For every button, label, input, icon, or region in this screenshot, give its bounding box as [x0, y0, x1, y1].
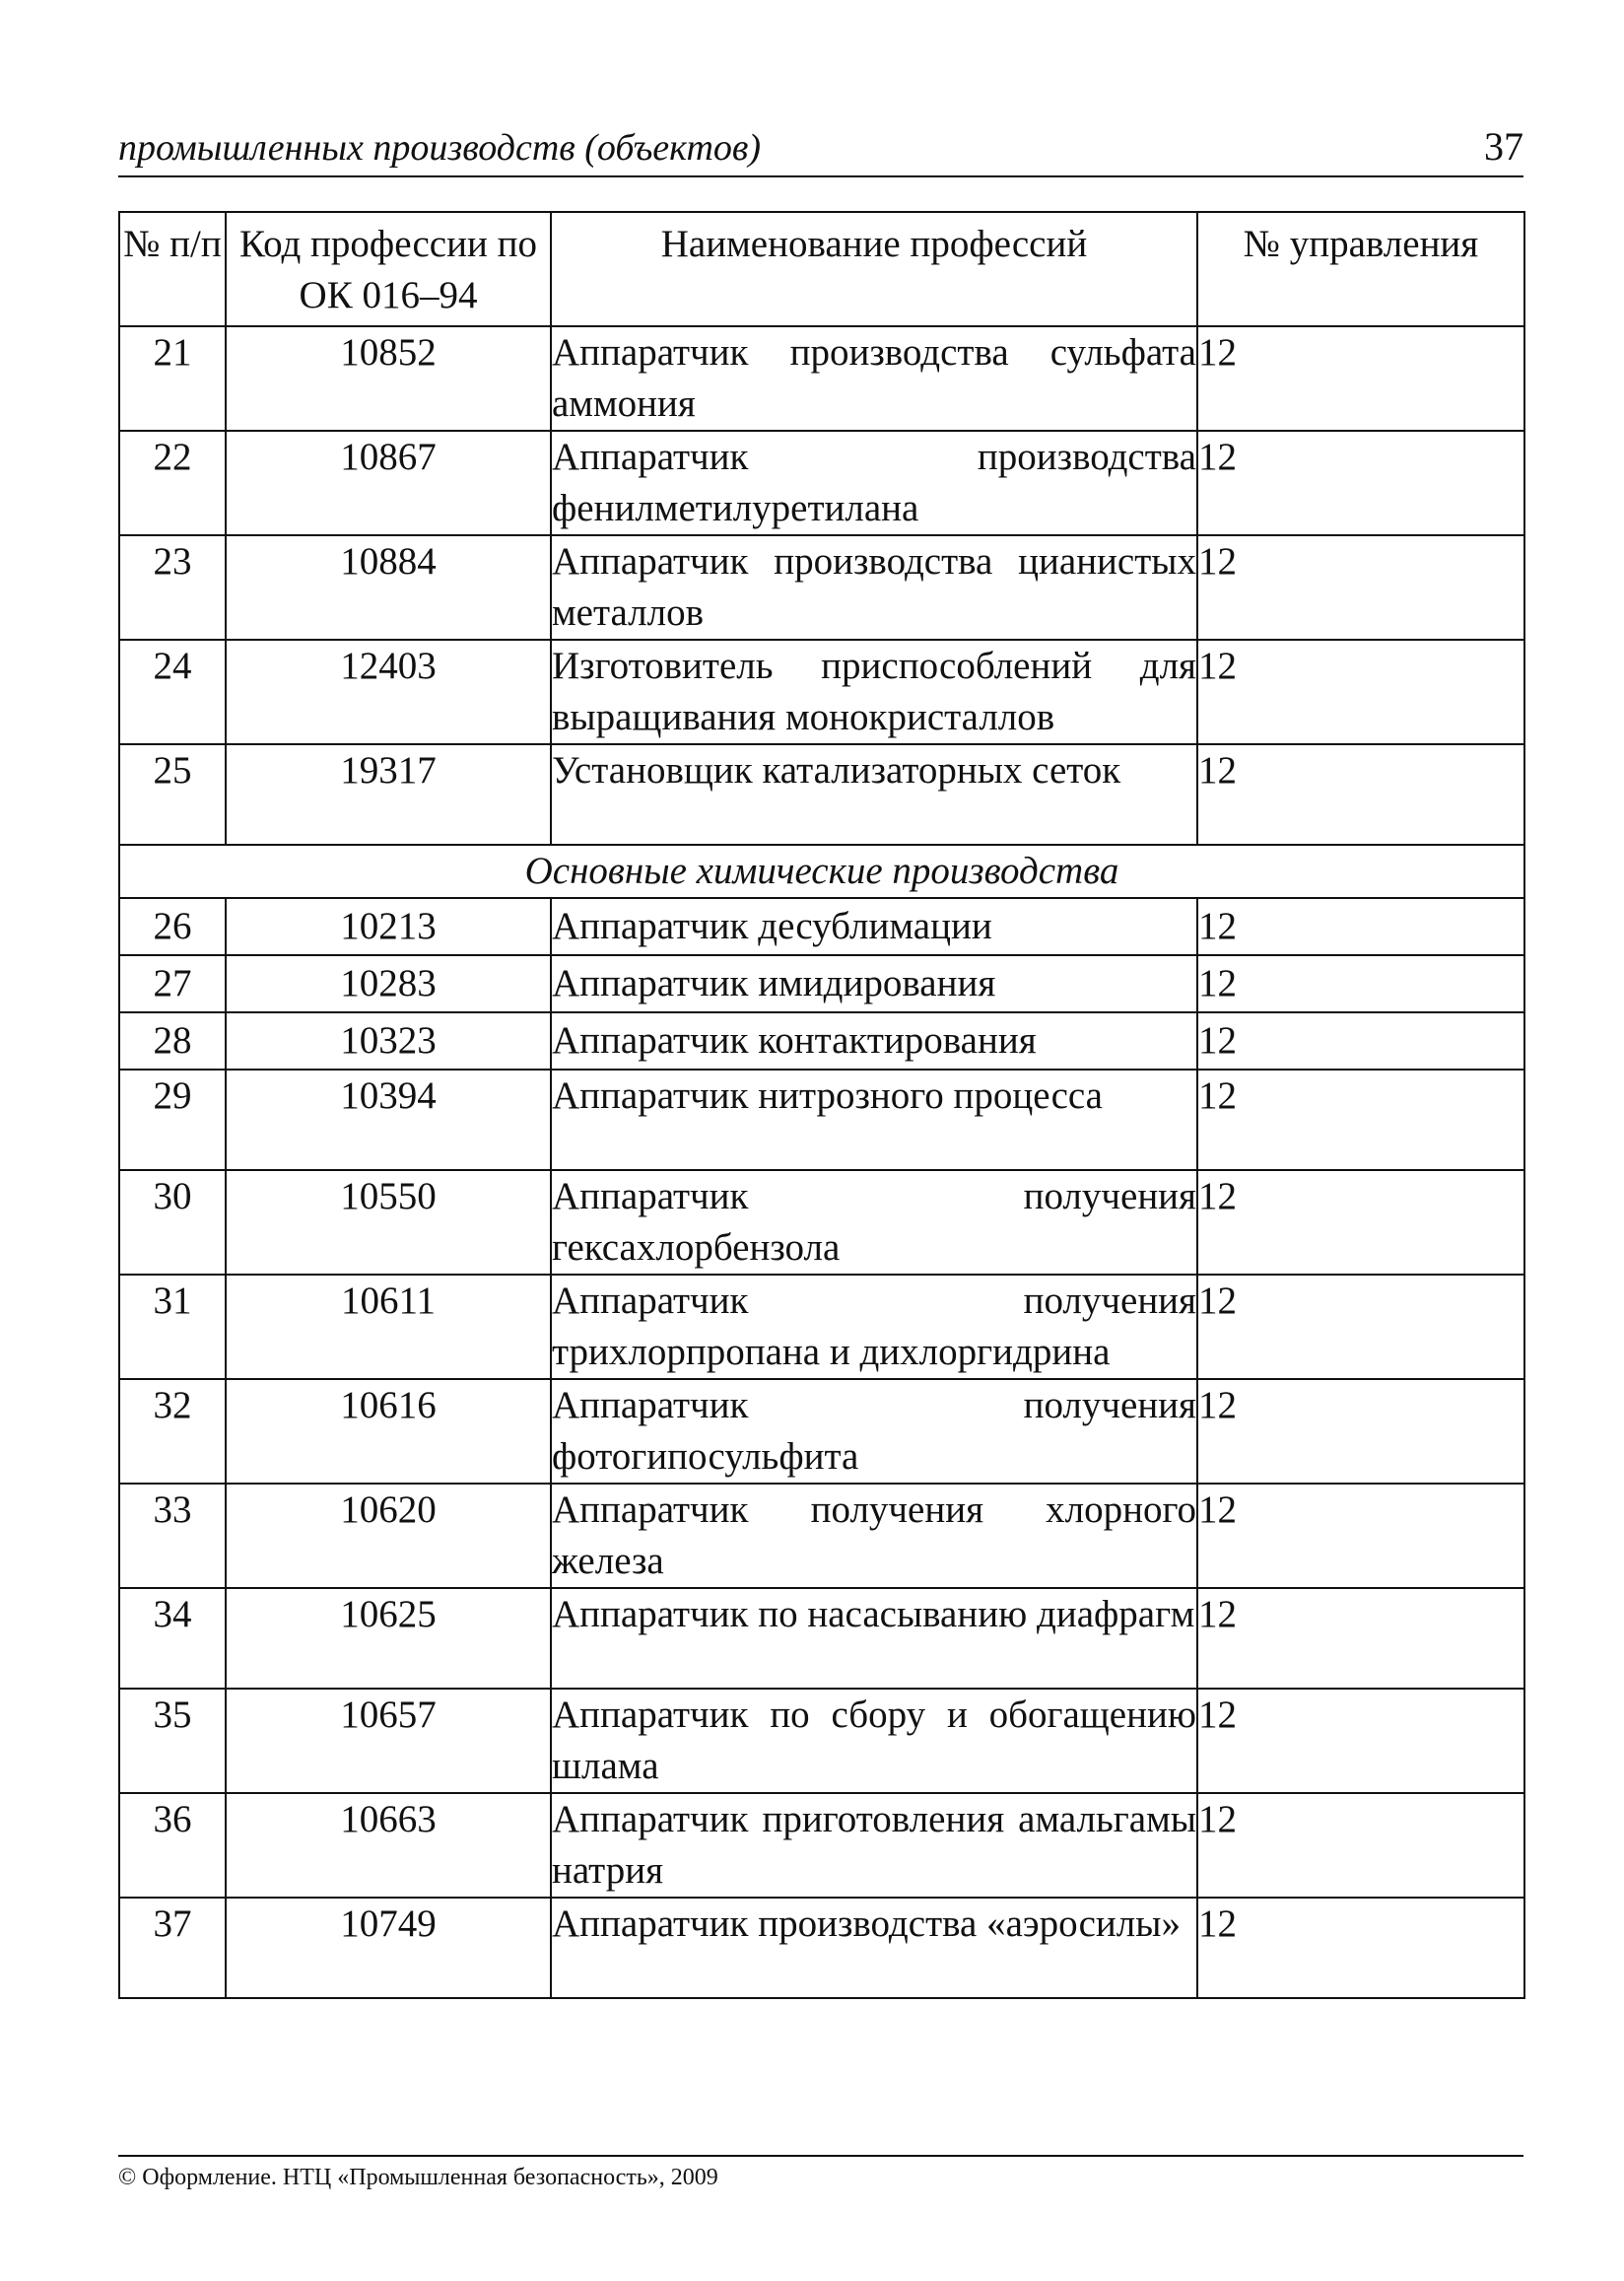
cell-name: Аппаратчик производства «аэросилы»	[551, 1898, 1197, 1998]
cell-num: 36	[119, 1793, 226, 1898]
cell-code: 10884	[226, 535, 551, 640]
column-header-dept: № управления	[1197, 212, 1524, 326]
running-title: промышленных производств (объектов)	[118, 127, 762, 169]
table-row	[119, 535, 1524, 640]
cell-num: 26	[119, 898, 226, 955]
cell-name: Изготовитель приспособлений для выращивания монокристаллов	[551, 640, 1197, 744]
table-row	[119, 1898, 1524, 1998]
cell-num: 21	[119, 326, 226, 431]
cell-code: 10867	[226, 431, 551, 535]
cell-num: 27	[119, 955, 226, 1012]
table-row	[119, 898, 1524, 955]
cell-dept: 12	[1197, 1898, 1524, 1998]
cell-num: 28	[119, 1012, 226, 1070]
cell-name: Аппаратчик получения фотогипосульфита	[551, 1379, 1197, 1484]
cell-dept: 12	[1197, 535, 1524, 640]
cell-name: Аппаратчик производства фенилметилуретилана	[551, 431, 1197, 535]
cell-num: 22	[119, 431, 226, 535]
cell-code: 19317	[226, 744, 551, 845]
column-header-name: Наименование профессий	[551, 212, 1197, 326]
cell-code: 10620	[226, 1484, 551, 1588]
cell-num: 25	[119, 744, 226, 845]
table-row	[119, 1588, 1524, 1689]
table-row	[119, 744, 1524, 845]
cell-num: 34	[119, 1588, 226, 1689]
page-header	[118, 118, 1523, 177]
cell-dept: 12	[1197, 1070, 1524, 1170]
cell-dept: 12	[1197, 744, 1524, 845]
cell-code: 10394	[226, 1070, 551, 1170]
table-row	[119, 1484, 1524, 1588]
professions-table	[118, 211, 1525, 1999]
cell-dept: 12	[1197, 326, 1524, 431]
table-row	[119, 955, 1524, 1012]
table-row	[119, 431, 1524, 535]
cell-name: Аппаратчик приготовления амальгамы натрия	[551, 1793, 1197, 1898]
cell-code: 10663	[226, 1793, 551, 1898]
cell-dept: 12	[1197, 1484, 1524, 1588]
cell-code: 10749	[226, 1898, 551, 1998]
cell-code: 10852	[226, 326, 551, 431]
cell-dept: 12	[1197, 1793, 1524, 1898]
cell-num: 30	[119, 1170, 226, 1275]
cell-name: Аппаратчик получения трихлорпропана и дихлоргидрина	[551, 1275, 1197, 1379]
table-row	[119, 640, 1524, 744]
cell-num: 33	[119, 1484, 226, 1588]
cell-name: Аппаратчик получения гексахлорбензола	[551, 1170, 1197, 1275]
page-number: 37	[1484, 124, 1523, 169]
cell-name: Аппаратчик контактирования	[551, 1012, 1197, 1070]
cell-dept: 12	[1197, 1170, 1524, 1275]
cell-num: 37	[119, 1898, 226, 1998]
cell-dept: 12	[1197, 955, 1524, 1012]
cell-name: Установщик катализаторных сеток	[551, 744, 1197, 845]
cell-num: 32	[119, 1379, 226, 1484]
table-row	[119, 1012, 1524, 1070]
cell-dept: 12	[1197, 431, 1524, 535]
cell-dept: 12	[1197, 1588, 1524, 1689]
cell-dept: 12	[1197, 1012, 1524, 1070]
cell-dept: 12	[1197, 1689, 1524, 1793]
cell-code: 10611	[226, 1275, 551, 1379]
cell-dept: 12	[1197, 1275, 1524, 1379]
cell-dept: 12	[1197, 640, 1524, 744]
cell-code: 10657	[226, 1689, 551, 1793]
section-row	[119, 845, 1524, 898]
cell-code: 10616	[226, 1379, 551, 1484]
cell-name: Аппаратчик нитрозного процесса	[551, 1070, 1197, 1170]
table-row	[119, 1275, 1524, 1379]
table-row	[119, 1379, 1524, 1484]
cell-name: Аппаратчик по сбору и обогащению шлама	[551, 1689, 1197, 1793]
cell-name: Аппаратчик имидирования	[551, 955, 1197, 1012]
cell-name: Аппаратчик производства сульфата аммония	[551, 326, 1197, 431]
copyright-footer: © Оформление. НТЦ «Промышленная безопасность», 2009	[118, 2165, 718, 2190]
cell-code: 10213	[226, 898, 551, 955]
table-row	[119, 1070, 1524, 1170]
cell-num: 35	[119, 1689, 226, 1793]
table-row	[119, 1170, 1524, 1275]
cell-num: 24	[119, 640, 226, 744]
cell-code: 10283	[226, 955, 551, 1012]
cell-code: 10550	[226, 1170, 551, 1275]
cell-code: 12403	[226, 640, 551, 744]
cell-num: 31	[119, 1275, 226, 1379]
cell-name: Аппаратчик производства цианистых металлов	[551, 535, 1197, 640]
section-title: Основные химические производства	[119, 845, 1524, 898]
cell-num: 23	[119, 535, 226, 640]
cell-code: 10323	[226, 1012, 551, 1070]
cell-dept: 12	[1197, 898, 1524, 955]
table-row	[119, 1689, 1524, 1793]
cell-dept: 12	[1197, 1379, 1524, 1484]
cell-num: 29	[119, 1070, 226, 1170]
table-row	[119, 1793, 1524, 1898]
table-header-row	[119, 212, 1524, 326]
cell-code: 10625	[226, 1588, 551, 1689]
cell-name: Аппаратчик десублимации	[551, 898, 1197, 955]
table-row	[119, 326, 1524, 431]
cell-name: Аппаратчик по насасыванию диафрагм	[551, 1588, 1197, 1689]
cell-name: Аппаратчик получения хлорного железа	[551, 1484, 1197, 1588]
column-header-num: № п/п	[119, 212, 226, 326]
footer-divider	[118, 2155, 1523, 2157]
column-header-code: Код профессии по ОК 016–94	[226, 212, 551, 326]
